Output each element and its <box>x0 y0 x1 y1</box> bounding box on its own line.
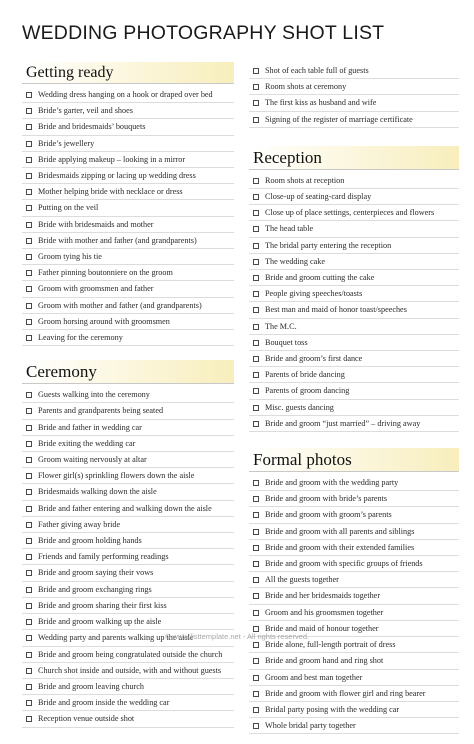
checkbox[interactable] <box>253 194 259 200</box>
checklist-item <box>249 335 459 351</box>
checklist-item-label: Misc. guests dancing <box>265 402 334 412</box>
checklist-item-label: Bride and groom with groom’s parents <box>265 510 392 520</box>
checkbox[interactable] <box>26 108 32 114</box>
checklist-item-label: Bride’s garter, veil and shoes <box>38 106 133 116</box>
checkbox[interactable] <box>26 173 32 179</box>
checklist-item-label: Wedding party and parents walking up the aisle <box>38 633 194 643</box>
checklist-item-label: Bouquet toss <box>265 337 308 347</box>
checkbox[interactable] <box>26 716 32 722</box>
checklist-item <box>249 670 459 686</box>
checkbox[interactable] <box>26 457 32 463</box>
checklist-item <box>249 319 459 335</box>
checklist-item <box>22 501 234 517</box>
checklist-item <box>249 270 459 286</box>
section-heading-ceremony: Ceremony <box>22 360 234 384</box>
checkbox[interactable] <box>253 496 259 502</box>
checklist-item <box>22 517 234 533</box>
checkbox[interactable] <box>26 522 32 528</box>
checkbox[interactable] <box>253 388 259 394</box>
checkbox[interactable] <box>253 243 259 249</box>
checklist-item <box>249 702 459 718</box>
checkbox[interactable] <box>26 392 32 398</box>
checklist-item <box>22 281 234 297</box>
checkbox[interactable] <box>253 658 259 664</box>
checklist-item-label: Church shot inside and outside, with and without guests <box>38 665 222 675</box>
checkbox[interactable] <box>253 84 259 90</box>
checklist-item <box>249 205 459 221</box>
checklist-item-label: Bride and groom with bride’s parents <box>265 494 388 504</box>
checklist <box>22 387 234 727</box>
checklist-item-label: Close up of place settings, centerpieces and flowers <box>265 208 435 218</box>
checklist-item-label: People giving speeches/toasts <box>265 289 363 299</box>
page-title: WEDDING PHOTOGRAPHY SHOT LIST <box>22 22 385 44</box>
checkbox[interactable] <box>26 700 32 706</box>
checklist-item-label: Bride and groom holding hands <box>38 536 142 546</box>
checkbox[interactable] <box>253 356 259 362</box>
checkbox[interactable] <box>26 587 32 593</box>
checklist-item-label: Groom with groomsmen and father <box>38 284 154 294</box>
checklist-item <box>22 136 234 152</box>
checklist-item <box>249 302 459 318</box>
checklist-item-label: Friends and family performing readings <box>38 552 169 562</box>
formal-photos-section <box>249 448 459 734</box>
checklist-item-label: Groom and his groomsmen together <box>265 607 384 617</box>
checklist-item <box>22 484 234 500</box>
checklist-item <box>249 238 459 254</box>
checklist-item <box>249 221 459 237</box>
checklist-item-label: Close-up of seating-card display <box>265 192 372 202</box>
section-heading-reception: Reception <box>249 146 459 170</box>
checkbox[interactable] <box>253 405 259 411</box>
checklist-item <box>249 556 459 572</box>
checkbox[interactable] <box>26 319 32 325</box>
checkbox[interactable] <box>26 441 32 447</box>
checklist-item-label: Groom tying his tie <box>38 252 102 262</box>
checklist-item-label: Bride with bridesmaids and mother <box>38 219 154 229</box>
checklist-item <box>22 468 234 484</box>
checklist-item <box>22 249 234 265</box>
checklist-item <box>22 565 234 581</box>
checklist-item <box>249 653 459 669</box>
checklist-item <box>22 168 234 184</box>
checklist-item <box>249 572 459 588</box>
checkbox[interactable] <box>253 610 259 616</box>
checklist-item-label: Bride and groom’s first dance <box>265 354 363 364</box>
checklist-item-label: Bride and groom with the wedding party <box>265 478 399 488</box>
checklist-item-label: Best man and maid of honor toast/speeches <box>265 305 407 315</box>
checkbox[interactable] <box>26 286 32 292</box>
checklist-item-label: Guests walking into the ceremony <box>38 390 150 400</box>
checklist-item <box>249 173 459 189</box>
checkbox[interactable] <box>26 270 32 276</box>
checkbox[interactable] <box>253 210 259 216</box>
checklist-item <box>22 663 234 679</box>
checklist-item <box>249 416 459 432</box>
checklist-item <box>249 367 459 383</box>
checklist-item-label: Reception venue outside shot <box>38 714 135 724</box>
section-heading-formal-photos: Formal photos <box>249 448 459 472</box>
checklist-item <box>22 711 234 727</box>
checklist-item <box>22 582 234 598</box>
checklist-item-label: Bride with mother and father (and grandparents) <box>38 235 197 245</box>
checklist-item <box>22 314 234 330</box>
checkbox[interactable] <box>253 642 259 648</box>
checkbox[interactable] <box>253 675 259 681</box>
checklist-item-label: Bride and groom “just married” – driving away <box>265 418 421 428</box>
checklist-item <box>249 475 459 491</box>
checklist-item <box>22 387 234 403</box>
checklist-item <box>249 79 459 95</box>
checklist-item-label: Room shots at reception <box>265 175 345 185</box>
checklist-item-label: Bride and father in wedding car <box>38 422 142 432</box>
checklist-item-label: Bride and groom being congratulated outside the church <box>38 649 223 659</box>
checklist-item-label: Groom waiting nervously at altar <box>38 455 147 465</box>
checkbox[interactable] <box>26 668 32 674</box>
checkbox[interactable] <box>253 178 259 184</box>
checklist-item <box>22 119 234 135</box>
checklist-item-label: Groom horsing around with groomsmen <box>38 316 170 326</box>
checklist-item-label: Flower girl(s) sprinkling flowers down the aisle <box>38 471 195 481</box>
checklist-item-label: Putting on the veil <box>38 203 99 213</box>
checklist-item <box>249 605 459 621</box>
checklist-item-label: Bride and groom with flower girl and ring bearer <box>265 688 426 698</box>
checkbox[interactable] <box>253 529 259 535</box>
checklist-item-label: Leaving for the ceremony <box>38 333 123 343</box>
checkbox[interactable] <box>26 652 32 658</box>
checkbox[interactable] <box>26 425 32 431</box>
checklist-item <box>22 695 234 711</box>
checklist-item-label: Bride and groom with their extended families <box>265 542 415 552</box>
checklist-item-label: Signing of the register of marriage certificate <box>265 114 413 124</box>
checkbox[interactable] <box>253 68 259 74</box>
checkbox[interactable] <box>253 707 259 713</box>
checklist-item <box>249 718 459 734</box>
checkbox[interactable] <box>26 506 32 512</box>
checklist-item-label: Groom and best man together <box>265 672 363 682</box>
checklist <box>249 173 459 432</box>
checkbox[interactable] <box>26 603 32 609</box>
checkbox[interactable] <box>26 570 32 576</box>
checklist-item <box>22 679 234 695</box>
checklist-item <box>22 598 234 614</box>
checkbox[interactable] <box>253 691 259 697</box>
checklist-item-label: Bride exiting the wedding car <box>38 438 136 448</box>
checkbox[interactable] <box>253 421 259 427</box>
checklist-item-label: The M.C. <box>265 321 297 331</box>
checklist-item-label: Mother helping bride with necklace or dress <box>38 187 183 197</box>
checkbox[interactable] <box>26 473 32 479</box>
checklist-item <box>22 647 234 663</box>
checkbox[interactable] <box>253 512 259 518</box>
checklist-item-label: Wedding dress hanging on a hook or draped over bed <box>38 90 213 99</box>
checklist-item-label: Shot of each table full of guests <box>265 66 369 75</box>
checklist-item <box>249 540 459 556</box>
checkbox[interactable] <box>253 545 259 551</box>
checklist-item-label: Room shots at ceremony <box>265 82 347 92</box>
checkbox[interactable] <box>253 275 259 281</box>
checklist-item <box>249 400 459 416</box>
checklist-item-label: Bride and groom walking up the aisle <box>38 617 162 627</box>
checkbox[interactable] <box>253 307 259 313</box>
checklist-item <box>22 184 234 200</box>
checklist-item <box>249 286 459 302</box>
checklist-item-label: Parents of groom dancing <box>265 386 350 396</box>
checkbox[interactable] <box>26 157 32 163</box>
checklist-item <box>249 686 459 702</box>
checkbox[interactable] <box>253 561 259 567</box>
checkbox[interactable] <box>26 238 32 244</box>
checklist-item <box>249 524 459 540</box>
getting-ready-section <box>22 62 234 346</box>
checklist-item <box>22 103 234 119</box>
checklist <box>22 87 234 346</box>
reception-section <box>249 146 459 432</box>
checklist-item-label: The wedding cake <box>265 256 326 266</box>
checkbox[interactable] <box>253 723 259 729</box>
checkbox[interactable] <box>26 303 32 309</box>
checkbox[interactable] <box>26 189 32 195</box>
checklist-item-label: The first kiss as husband and wife <box>265 98 377 108</box>
checkbox[interactable] <box>26 141 32 147</box>
checklist-item <box>249 383 459 399</box>
checklist-item-label: Bride and her bridesmaids together <box>265 591 381 601</box>
checklist <box>249 63 459 128</box>
checklist-item-label: Bridesmaids walking down the aisle <box>38 487 157 497</box>
right-column <box>249 63 459 744</box>
checklist-item <box>249 112 459 128</box>
checklist-item-label: Parents and grandparents being seated <box>38 406 164 416</box>
checkbox[interactable] <box>26 222 32 228</box>
checklist-item <box>22 152 234 168</box>
checklist-item-label: Parents of bride dancing <box>265 370 345 380</box>
checklist-item-label: Whole bridal party together <box>265 721 356 731</box>
checklist-item-label: Father giving away bride <box>38 519 121 529</box>
checklist-item <box>249 588 459 604</box>
checkbox[interactable] <box>253 593 259 599</box>
checkbox[interactable] <box>26 92 32 98</box>
checklist-item-label: Bridal party posing with the wedding car <box>265 704 400 714</box>
checklist-item <box>22 200 234 216</box>
checklist-item-label: The bridal party entering the reception <box>265 240 392 250</box>
checkbox[interactable] <box>253 226 259 232</box>
checklist-item-label: Bride and groom inside the wedding car <box>38 698 170 708</box>
checklist-item-label: Groom with mother and father (and grandparents) <box>38 300 202 310</box>
checklist-item <box>249 189 459 205</box>
checklist-item <box>249 491 459 507</box>
checkbox[interactable] <box>253 291 259 297</box>
checkbox[interactable] <box>253 324 259 330</box>
checklist-item-label: All the guests together <box>265 575 339 585</box>
checklist-item <box>22 403 234 419</box>
checklist-item-label: Bride and groom saying their vows <box>38 568 154 578</box>
checkbox[interactable] <box>253 577 259 583</box>
checklist-item <box>22 549 234 565</box>
checklist-item-label: Bride’s jewellery <box>38 138 95 148</box>
checkbox[interactable] <box>26 408 32 414</box>
checklist-item-label: Bride applying makeup – looking in a mirror <box>38 154 186 164</box>
checklist-item-label: Bride and groom leaving church <box>38 681 144 691</box>
checklist-item-label: Bride and groom with specific groups of friends <box>265 559 423 569</box>
checklist-item-label: Bride and bridesmaids’ bouquets <box>38 122 146 132</box>
checklist-item <box>22 436 234 452</box>
checklist-item <box>22 420 234 436</box>
checkbox[interactable] <box>26 205 32 211</box>
checklist-item-label: Bride and father entering and walking down the aisle <box>38 503 212 513</box>
checklist-item-label: Bride and groom with all parents and siblings <box>265 526 415 536</box>
checklist-item-label: Bride and groom exchanging rings <box>38 584 152 594</box>
checklist-item-label: Bride alone, full-length portrait of dress <box>265 640 396 650</box>
ceremony-continued-section <box>249 63 459 128</box>
checkbox[interactable] <box>253 117 259 123</box>
checkbox[interactable] <box>26 538 32 544</box>
checklist-item <box>22 265 234 281</box>
ceremony-section <box>22 360 234 727</box>
checklist-item-label: Father pinning boutonniere on the groom <box>38 268 173 278</box>
checkbox[interactable] <box>253 259 259 265</box>
checklist-item-label: Bride and groom hand and ring shot <box>265 656 384 666</box>
checkbox[interactable] <box>26 489 32 495</box>
checkbox[interactable] <box>26 335 32 341</box>
checklist <box>249 475 459 734</box>
checkbox[interactable] <box>26 554 32 560</box>
checkbox[interactable] <box>253 372 259 378</box>
checklist-item <box>22 533 234 549</box>
checkbox[interactable] <box>26 254 32 260</box>
checkbox[interactable] <box>253 626 259 632</box>
checkbox[interactable] <box>26 684 32 690</box>
checkbox[interactable] <box>253 480 259 486</box>
checklist-item-label: Bridesmaids zipping or lacing up wedding dress <box>38 171 196 181</box>
checklist-item <box>22 614 234 630</box>
checkbox[interactable] <box>253 340 259 346</box>
checklist-item-label: The head table <box>265 224 314 234</box>
section-heading-getting-ready: Getting ready <box>22 62 234 84</box>
checklist-item-label: Bride and groom cutting the cake <box>265 273 375 283</box>
footer-copyright: © www.listtemplate.net - All rights reserved. <box>164 632 310 641</box>
checkbox[interactable] <box>253 100 259 106</box>
checklist-item <box>249 63 459 79</box>
checklist-item <box>249 351 459 367</box>
checklist-item <box>249 507 459 523</box>
checklist-item-label: Bride and maid of honour together <box>265 623 379 633</box>
checklist-item <box>22 233 234 249</box>
checklist-item <box>22 298 234 314</box>
checklist-item <box>249 254 459 270</box>
checklist-item-label: Bride and groom sharing their first kiss <box>38 600 167 610</box>
checklist-item <box>22 87 234 103</box>
checkbox[interactable] <box>26 124 32 130</box>
checklist-item <box>22 452 234 468</box>
checklist-item <box>249 95 459 111</box>
checklist-item <box>22 217 234 233</box>
checklist-item <box>22 330 234 346</box>
checkbox[interactable] <box>26 619 32 625</box>
